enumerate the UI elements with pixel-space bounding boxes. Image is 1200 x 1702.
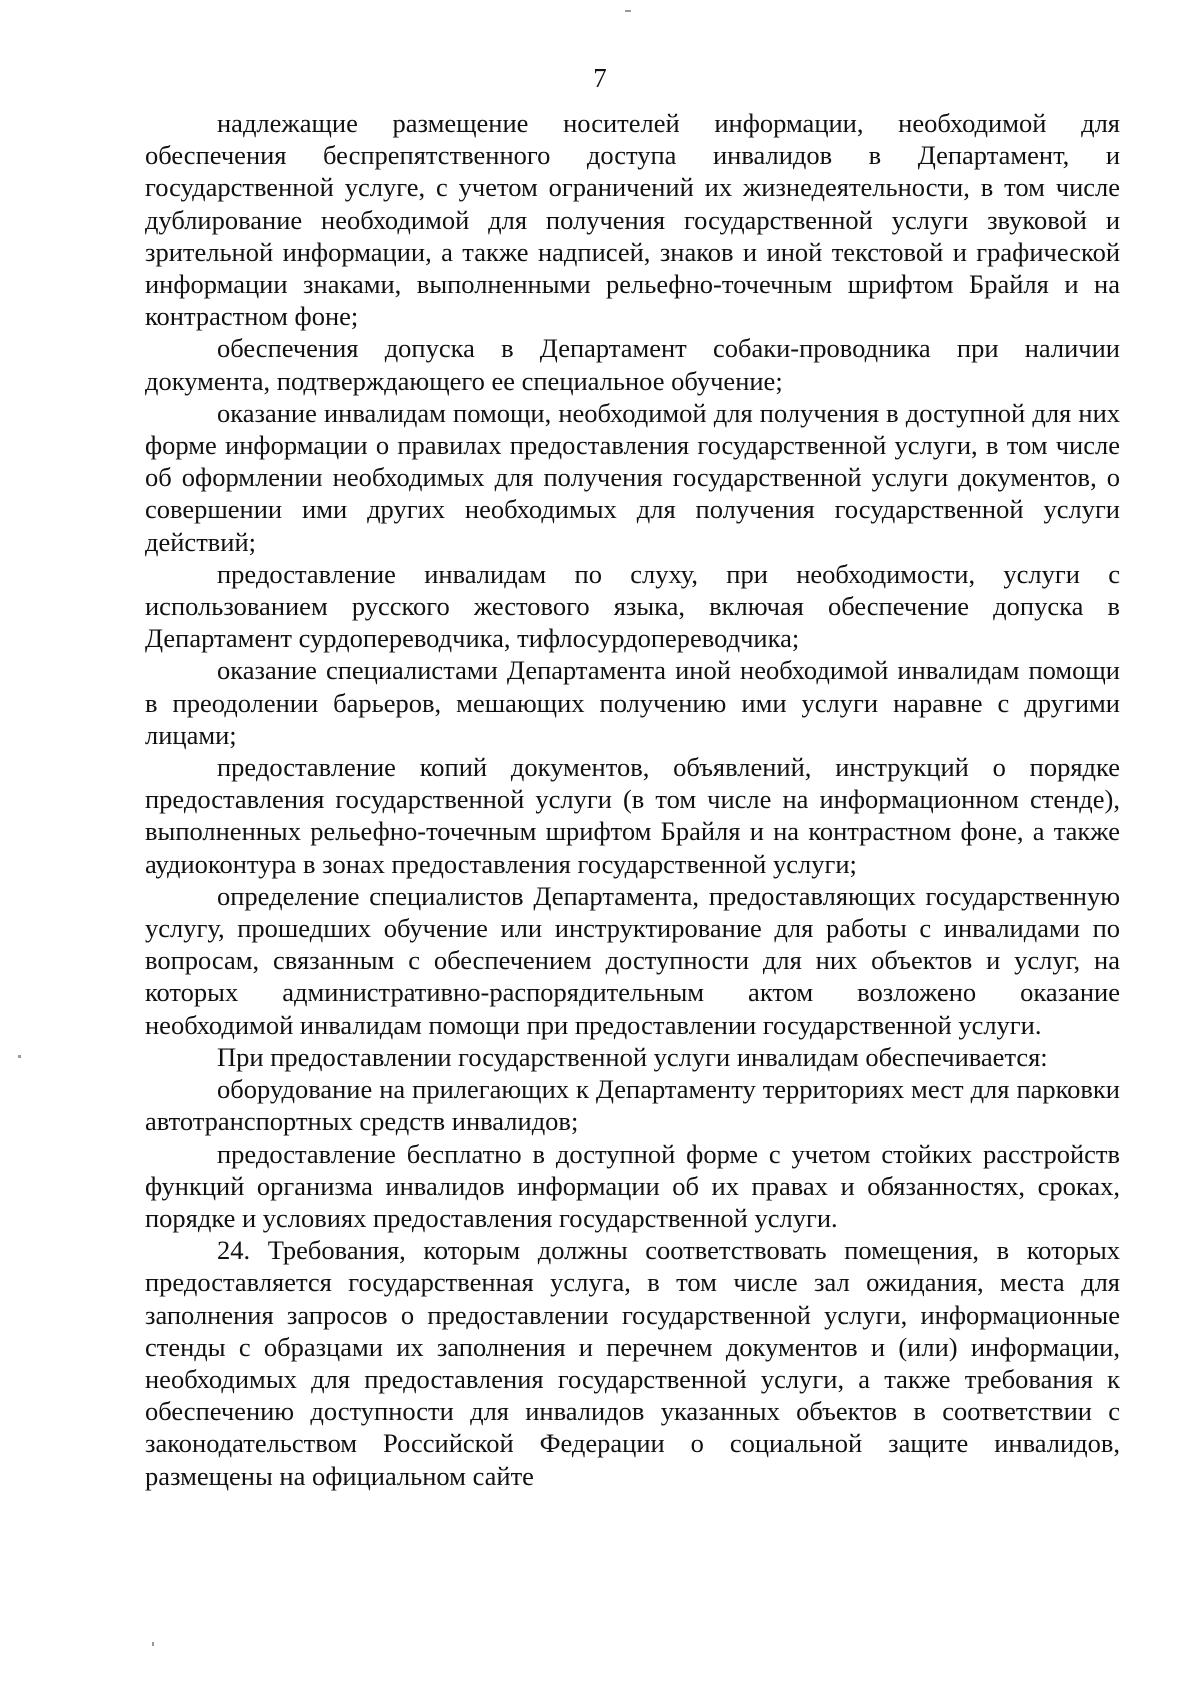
paragraph: предоставление копий документов, объявлений, инструкций о порядке предоставления государственной услуги (в том числе на информационном стенде), выполненных рельефно-точечным шрифтом Брайля и на контрастном фоне, а также аудиоконтура в зонах предоставления государственной услуги; (145, 752, 1120, 879)
paragraph: надлежащие размещение носителей информации, необходимой для обеспечения беспрепятственного доступа инвалидов в Департамент, и государственной услуге, с учетом ограничений их жизнедеятельности, в том числе дублирование необходимой для получения государственной услуги звуковой и зрительной информации, а также надписей, знаков и иной текстовой и графической информации знаками, выполненными рельефно-точечным шрифтом Брайля и на контрастном фоне; (145, 108, 1120, 332)
paragraph: предоставление бесплатно в доступной форме с учетом стойких расстройств функций организма инвалидов информации об их правах и обязанностях, сроках, порядке и условиях предоставления государственной услуги. (145, 1138, 1120, 1233)
paragraph: оборудование на прилегающих к Департаменту территориях мест для парковки автотранспортных средств инвалидов; (145, 1074, 1120, 1137)
paragraph: При предоставлении государственной услуги инвалидам обеспечивается: (217, 1041, 1048, 1072)
paragraph: 24. Требования, которым должны соответствовать помещения, в которых предоставляется государственная услуга, в том числе зал ожидания, места для заполнения запросов о предоставлении государственной услуги, информационные стенды с образцами их заполнения и перечнем документов и (или) информации, необходимых для предоставления государственной услуги, а также требования к обеспечению доступности для инвалидов указанных объектов в соответствии с законодательством Российской Федерации о социальной защите инвалидов, размещены на официальном сайте (145, 1235, 1120, 1491)
scan-artifact (152, 1642, 154, 1646)
scan-artifact (18, 1055, 21, 1058)
paragraph: оказание инвалидам помощи, необходимой для получения в доступной для них форме информации о правилах предоставления государственной услуги, в том числе об оформлении необходимых для получения государственной услуги документов, о совершении ими других необходимых для получения государственной услуги действий; (145, 397, 1120, 557)
paragraph: оказание специалистами Департамента иной необходимой инвалидам помощи в преодолении барьеров, мешающих получению ими услуги наравне с другими лицами; (145, 655, 1120, 750)
paragraph: определение специалистов Департамента, предоставляющих государственную услугу, прошедших обучение или инструктирование для работы с инвалидами по вопросам, связанным с обеспечением доступности для них объектов и услуг, на которых административно-распорядительным актом возложено оказание необходимой инвалидам помощи при предоставлении государственной услуги. (145, 880, 1120, 1040)
scan-artifact (625, 10, 631, 12)
paragraph: предоставление инвалидам по слуху, при необходимости, услуги с использованием русского жестового языка, включая обеспечение допуска в Департамент сурдопереводчика, тифлосурдопереводчика; (145, 558, 1120, 654)
document-body (145, 107, 1120, 1492)
paragraph: обеспечения допуска в Департамент собаки-проводника при наличии документа, подтверждающего ее специальное обучение; (145, 333, 1120, 396)
page-number: 7 (593, 63, 607, 93)
